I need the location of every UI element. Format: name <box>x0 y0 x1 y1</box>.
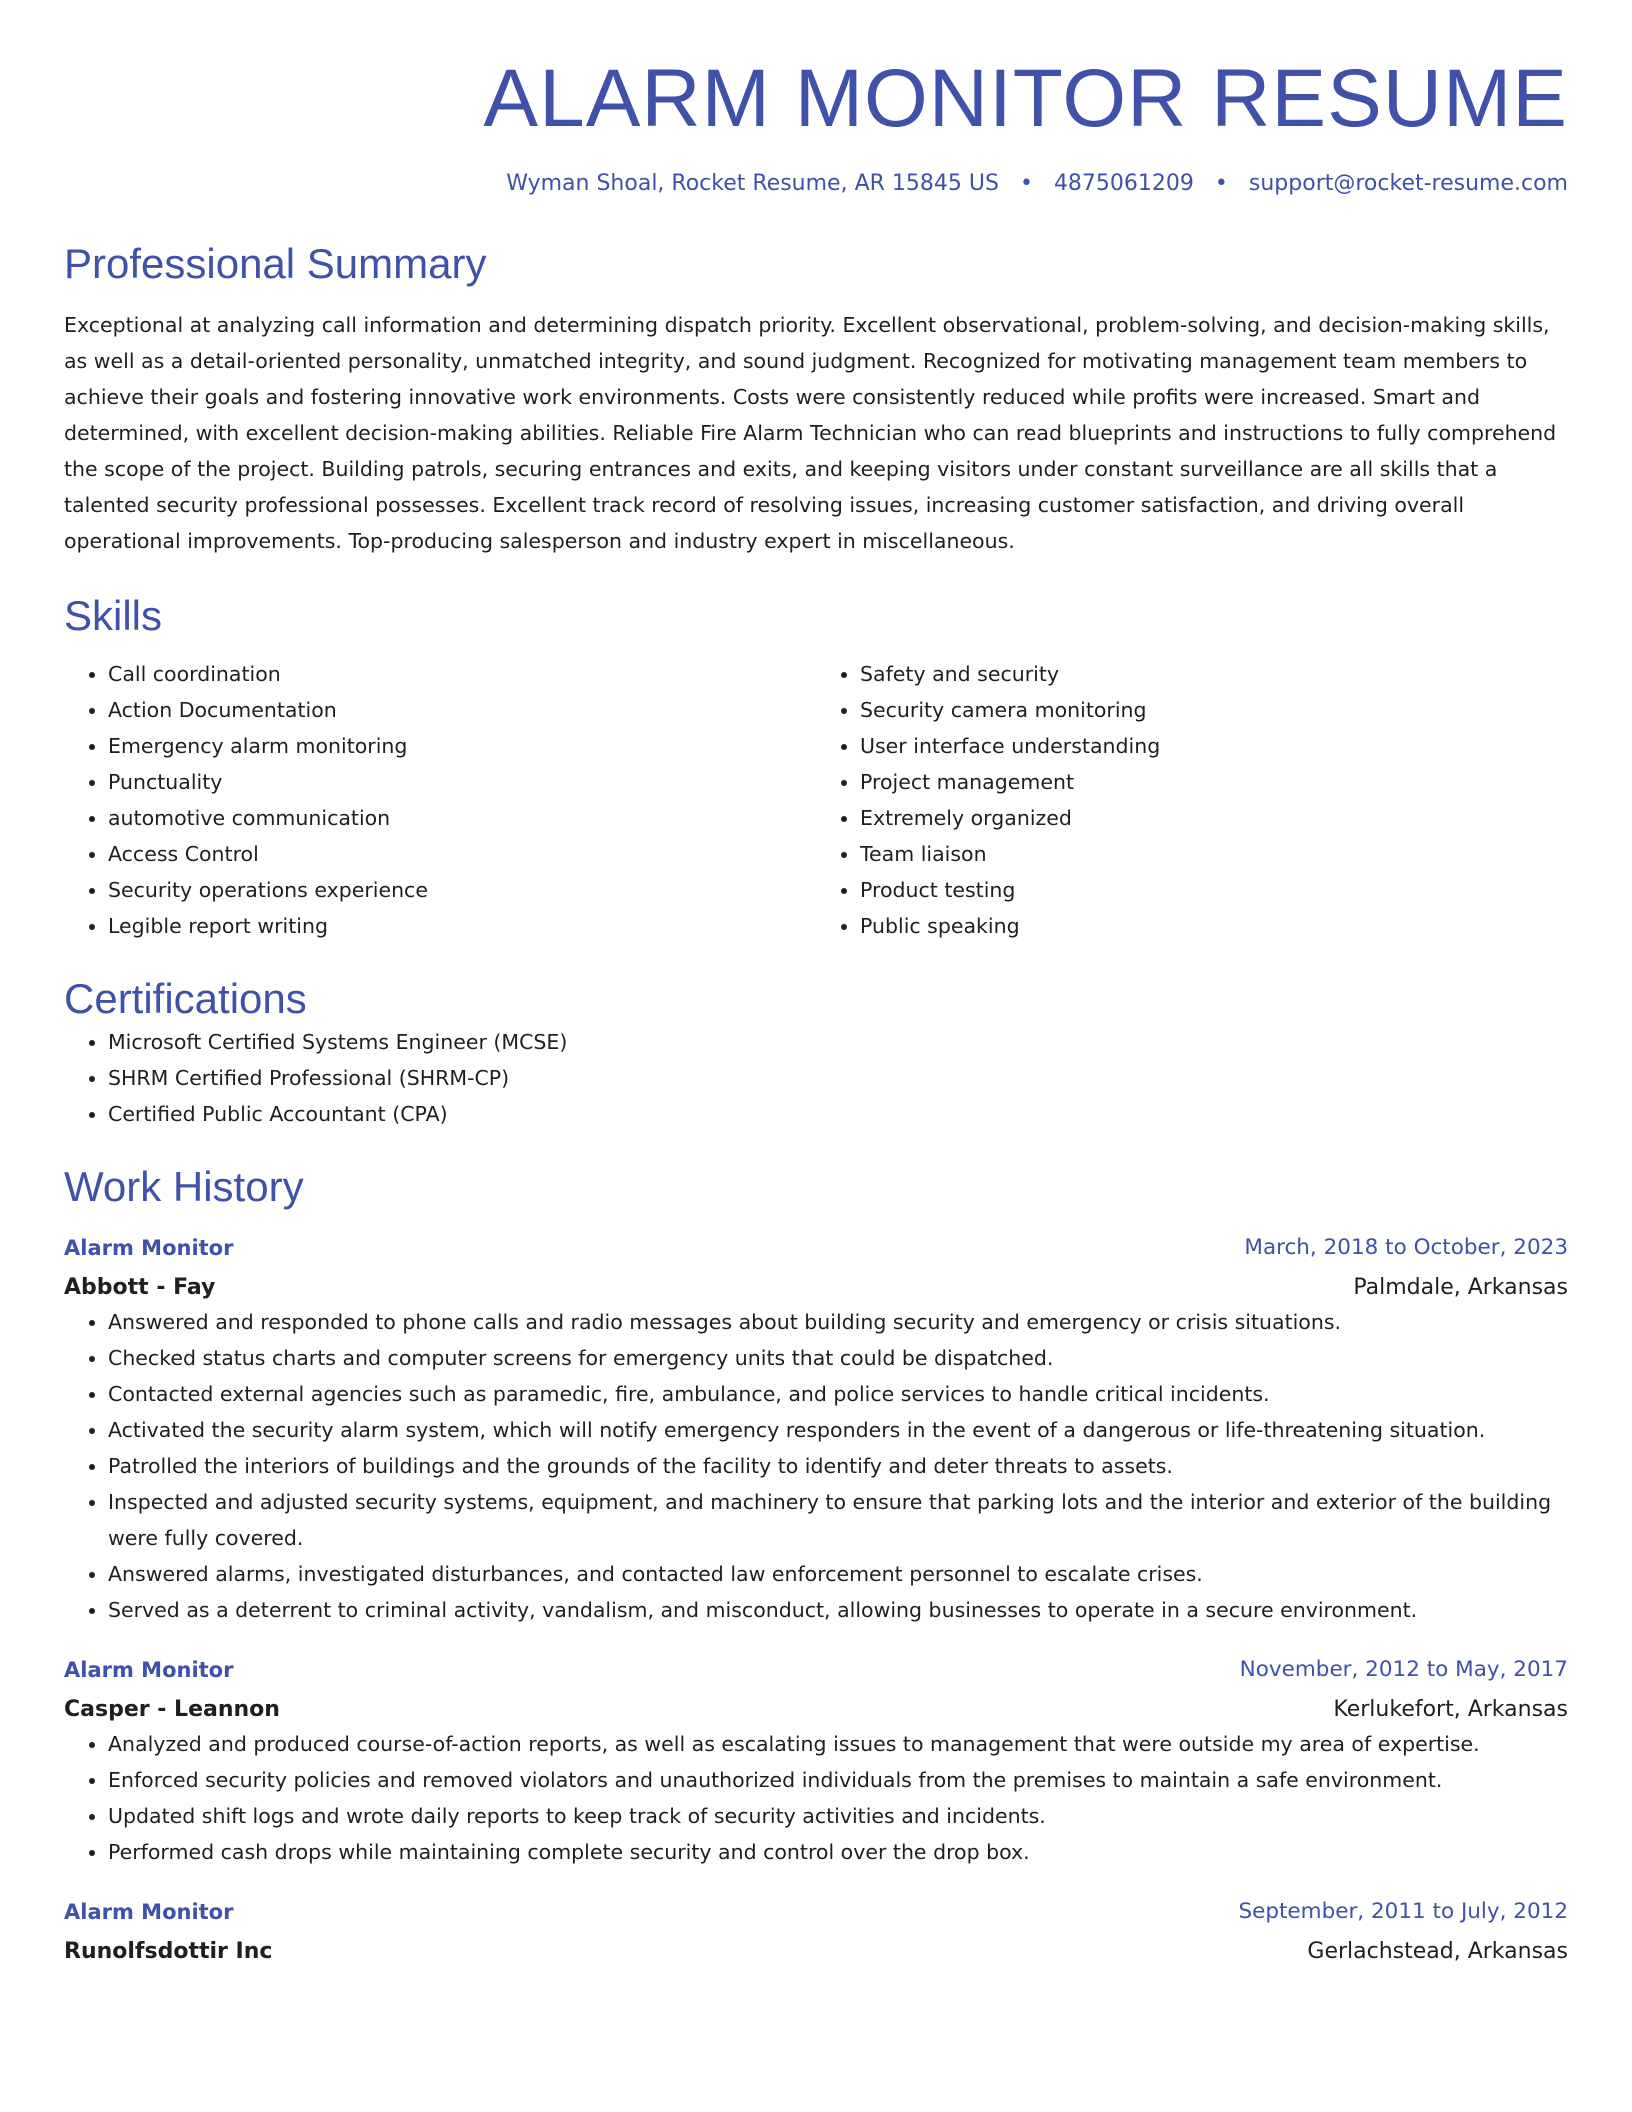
job-bullet: • Updated shift logs and wrote daily reports to keep track of security activities and incidents. <box>108 1798 1568 1834</box>
job-location: Kerlukefort, Arkansas <box>1333 1697 1568 1723</box>
job-entry <box>64 1654 1568 1870</box>
job-bullet: • Performed cash drops while maintaining complete security and control over the drop box. <box>108 1834 1568 1870</box>
job-header-row <box>64 1896 1568 1928</box>
job-company: Abbott - Fay <box>64 1275 216 1301</box>
job-role: Alarm Monitor <box>64 1658 234 1683</box>
skill-item: • Emergency alarm monitoring <box>108 728 816 764</box>
skill-item: • Call coordination <box>108 656 816 692</box>
resume-page <box>64 0 1568 1968</box>
job-company-row <box>64 1272 1568 1304</box>
job-dates: November, 2012 to May, 2017 <box>1239 1657 1568 1683</box>
contact-email[interactable]: support@rocket-resume.com <box>1248 171 1568 197</box>
job-header-row <box>64 1232 1568 1264</box>
contact-separator: • <box>1019 171 1033 197</box>
skills-heading: Skills <box>64 592 163 640</box>
job-bullet: • Checked status charts and computer screens for emergency units that could be dispatched. <box>108 1340 1568 1376</box>
job-bullet: • Answered and responded to phone calls and radio messages about building security and emergency or crisis situations. <box>108 1304 1568 1340</box>
skill-item: • User interface understanding <box>860 728 1568 764</box>
contact-address: Wyman Shoal, Rocket Resume, AR 15845 US <box>506 171 999 197</box>
job-bullet: • Inspected and adjusted security systems, equipment, and machinery to ensure that parking lots and the interior and exterior of the building were fully covered. <box>108 1484 1568 1556</box>
work-history-heading: Work History <box>64 1163 304 1211</box>
skills-columns <box>64 656 1568 944</box>
skill-item: • Action Documentation <box>108 692 816 728</box>
skill-item: • Security operations experience <box>108 872 816 908</box>
summary-text: Exceptional at analyzing call information and determining dispatch priority. Excellent observational, problem-solving, and decision-making skills, as well as a detail-oriented personality, unmatched integrity, and sound judgment. Recognized for motivating management team members to achieve their goals and fostering innovative work environments. Costs were consistently reduced while profits were increased. Smart and determined, with excellent decision-making abilities. Reliable Fire Alarm Technician who can read blueprints and instructions to fully comprehend the scope of the project. Building patrols, securing entrances and exits, and keeping visitors under constant surveillance are all skills that a talented security professional possesses. Excellent track record of resolving issues, increasing customer satisfaction, and driving overall operational improvements. Top-producing salesperson and industry expert in miscellaneous. <box>64 313 1557 554</box>
job-dates: September, 2011 to July, 2012 <box>1238 1899 1568 1925</box>
job-entry <box>64 1896 1568 1968</box>
job-role: Alarm Monitor <box>64 1236 234 1261</box>
skill-item: • Safety and security <box>860 656 1568 692</box>
summary-heading: Professional Summary <box>64 239 487 287</box>
contact-phone[interactable]: 4875061209 <box>1053 171 1194 197</box>
job-role: Alarm Monitor <box>64 1900 234 1925</box>
job-bullet: • Contacted external agencies such as paramedic, fire, ambulance, and police services to handle critical incidents. <box>108 1376 1568 1412</box>
skill-item: • Product testing <box>860 872 1568 908</box>
skill-item: • Public speaking <box>860 908 1568 944</box>
skill-item: • Project management <box>860 764 1568 800</box>
skill-item: • Team liaison <box>860 836 1568 872</box>
skill-item: • Punctuality <box>108 764 816 800</box>
job-bullet: • Activated the security alarm system, which will notify emergency responders in the event of a dangerous or life-threatening situation. <box>108 1412 1568 1448</box>
skills-list-right <box>816 656 1568 944</box>
job-company-row <box>64 1694 1568 1726</box>
job-bullet: • Enforced security policies and removed violators and unauthorized individuals from the premises to maintain a safe environment. <box>108 1762 1568 1798</box>
job-entry <box>64 1232 1568 1628</box>
skill-item: • Extremely organized <box>860 800 1568 836</box>
job-bullets <box>64 1304 1568 1628</box>
skill-item: • automotive communication <box>108 800 816 836</box>
job-bullet: • Analyzed and produced course-of-action reports, as well as escalating issues to management that were outside my area of expertise. <box>108 1726 1568 1762</box>
skills-list-left <box>64 656 816 944</box>
certifications-list <box>64 1024 1568 1132</box>
job-header-row <box>64 1654 1568 1686</box>
job-company-row <box>64 1936 1568 1968</box>
job-company: Casper - Leannon <box>64 1697 280 1723</box>
page-title: ALARM MONITOR RESUME <box>483 53 1568 144</box>
job-bullet: • Answered alarms, investigated disturbances, and contacted law enforcement personnel to escalate crises. <box>108 1556 1568 1592</box>
job-dates: March, 2018 to October, 2023 <box>1244 1235 1568 1261</box>
skill-item: • Security camera monitoring <box>860 692 1568 728</box>
contact-line <box>64 170 1568 199</box>
certification-item: • Certified Public Accountant (CPA) <box>108 1096 1568 1132</box>
skill-item: • Access Control <box>108 836 816 872</box>
contact-separator: • <box>1214 171 1228 197</box>
job-bullets <box>64 1726 1568 1870</box>
job-bullet: • Served as a deterrent to criminal activity, vandalism, and misconduct, allowing businesses to operate in a secure environment. <box>108 1592 1568 1628</box>
job-bullet: • Patrolled the interiors of buildings and the grounds of the facility to identify and deter threats to assets. <box>108 1448 1568 1484</box>
certification-item: • SHRM Certified Professional (SHRM-CP) <box>108 1060 1568 1096</box>
job-company: Runolfsdottir Inc <box>64 1939 273 1965</box>
certifications-heading: Certifications <box>64 974 307 1022</box>
job-location: Gerlachstead, Arkansas <box>1307 1939 1568 1965</box>
job-location: Palmdale, Arkansas <box>1353 1275 1568 1301</box>
skill-item: • Legible report writing <box>108 908 816 944</box>
certification-item: • Microsoft Certified Systems Engineer (MCSE) <box>108 1024 1568 1060</box>
